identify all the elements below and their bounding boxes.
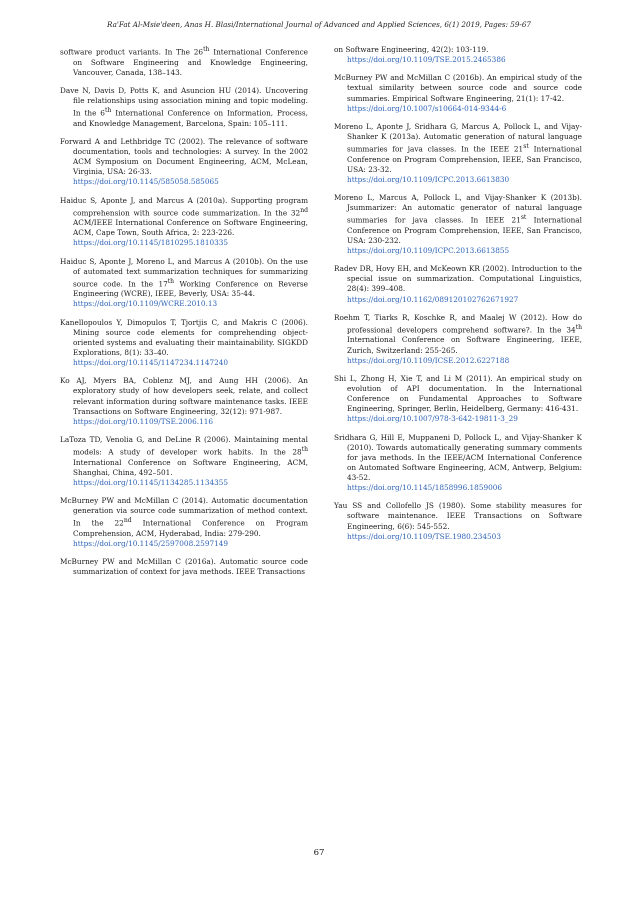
reference-entry-right-1 <box>334 45 582 65</box>
reference-text: Sridhara G, Hill E, Muppaneni D, Pollock L, and Vijay-Shanker K (2010). Towards automatically generating summary comments for java methods. In the IEEE/ACM International Conference on Automated Software Engineering, ACM, Antwerp, Belgium: 43-52. <box>334 432 582 482</box>
reference-entry-right-5 <box>334 264 582 304</box>
doi-link[interactable]: https://doi.org/10.1145/1810295.1810335 <box>73 238 229 248</box>
reference-entry-left-5 <box>60 257 308 310</box>
ordinal-suffix: st <box>520 214 527 222</box>
reference-entry-right-8 <box>334 433 582 494</box>
reference-entry-left-6 <box>60 318 308 368</box>
reference-text: Yau SS and Collofello JS (1980). Some stability measures for software maintenance. IEEE Transactions on Software Engineering, 6(6): 545-552. <box>334 501 582 531</box>
reference-text-continued: International Conference on Software Engineering, ACM, Shanghai, China, 492–501. <box>73 457 308 477</box>
reference-text: Radev DR, Hovy EH, and McKeown KR (2002). Introduction to the special issue on summarization. Computational Linguistics, 28(4): 399–408. <box>334 264 582 294</box>
doi-link[interactable]: https://doi.org/10.1145/2597008.2597149 <box>73 538 229 548</box>
reference-text: Dave N, Davis D, Potts K, and Asuncion HU (2014). Uncovering file relationships using association mining and topic modeling. In the 6 <box>60 85 308 118</box>
reference-text: Haiduc S, Aponte J, Moreno L, and Marcus A (2010b). On the use of automated text summarization techniques for summarizing source code. In the 17 <box>60 256 308 289</box>
page-number: 67 <box>313 848 325 858</box>
reference-text-continued: International Conference on Program Comprehension, ACM, Hyderabad, India: 279-290. <box>73 518 308 538</box>
reference-text: Shi L, Zhong H, Xie T, and Li M (2011). An empirical study on evolution of API documentation. In the International Conference on Fundamental Approaches to Software Engineering, Springer, Berlin, Heidelberg, Germany: 416-431. <box>334 373 582 414</box>
doi-link[interactable]: https://doi.org/10.1162/089120102762671927 <box>347 294 519 304</box>
ordinal-suffix: st <box>523 143 529 151</box>
reference-entry-right-7 <box>334 374 582 424</box>
doi-link[interactable]: https://doi.org/10.1109/ICPC.2013.6613855 <box>347 246 510 255</box>
reference-text-continued: International Conference on Program Comprehension, IEEE, San Francisco, USA: 230-232. <box>347 215 582 245</box>
reference-entry-left-8 <box>60 435 308 488</box>
reference-text: Moreno L, Marcus A, Pollock L, and Vijay-Shanker K (2013b). Jsummarizer: An automatic generator of natural language summaries for java classes. In IEEE 21 <box>334 193 582 225</box>
running-header: Ra'Fat Al-Msie'deen, Anas H. Blasi/International Journal of Advanced and Applied Sciences, 6(1) 2019, Pages: 59-67 <box>107 20 531 29</box>
reference-text: Forward A and Lethbridge TC (2002). The relevance of software documentation, tools and technologies: A survey. In the 2002 ACM Symposium on Document Engineering, ACM, McLean, Virginia, USA: 26-33. <box>60 136 308 177</box>
ordinal-suffix: th <box>167 277 175 285</box>
reference-entry-left-10 <box>60 557 308 577</box>
doi-link[interactable]: https://doi.org/10.1145/1147234.1147240 <box>73 358 229 368</box>
reference-text-continued: International Conference on Software Engineering, IEEE, Zurich, Switzerland: 255-265. <box>347 335 582 355</box>
reference-text: Moreno L, Aponte J, Sridhara G, Marcus A, Pollock L, and Vijay-Shanker K (2013a). Automatic generation of natural language summaries for java classes. In the IEEE 21 <box>334 121 582 154</box>
reference-entry-left-3 <box>60 137 308 187</box>
doi-link[interactable]: https://doi.org/10.1109/ICSE.2012.6227188 <box>347 355 510 365</box>
doi-link[interactable]: https://doi.org/10.1145/1134285.1134355 <box>73 477 229 487</box>
reference-entry-right-4 <box>334 193 582 256</box>
ordinal-suffix: th <box>203 46 210 53</box>
reference-text-continued: International Conference on Program Comprehension, IEEE, San Francisco, USA: 23-32. <box>347 144 582 174</box>
reference-text: Roehm T, Tiarks R, Koschke R, and Maalej W (2012). How do professional developers comprehend software?. In the 34 <box>334 312 582 335</box>
reference-text: Haiduc S, Aponte J, and Marcus A (2010a). Supporting program comprehension with source code summarization. In the 32 <box>60 195 308 218</box>
reference-entry-left-2 <box>60 86 308 129</box>
ordinal-suffix: th <box>575 323 582 331</box>
ordinal-suffix: nd <box>300 206 308 214</box>
reference-entry-right-9 <box>334 501 582 541</box>
reference-text: LaToza TD, Venolia G, and DeLine R (2006). Maintaining mental models: A study of developer work habits. In the 28 <box>60 435 308 457</box>
reference-entry-right-6 <box>334 313 582 366</box>
doi-link[interactable]: https://doi.org/10.1007/s10664-014-9344-6 <box>347 103 507 113</box>
reference-entry-right-3 <box>334 122 582 185</box>
references-left-column <box>60 45 308 586</box>
doi-link[interactable]: https://doi.org/10.1109/WCRE.2010.13 <box>73 299 218 309</box>
reference-text: McBurney PW and McMillan C (2014). Automatic documentation generation via source code summarization of method context. In the 22 <box>60 496 308 528</box>
doi-link[interactable]: https://doi.org/10.1109/TSE.2006.116 <box>73 416 214 426</box>
reference-text-continued: ACM/IEEE International Conference on Software Engineering, ACM, Cape Town, South Africa, 2: 223-226. <box>73 218 308 238</box>
doi-link[interactable]: https://doi.org/10.1109/ICPC.2013.6613830 <box>347 174 510 184</box>
references-right-column <box>334 45 582 550</box>
reference-entry-right-2 <box>334 73 582 113</box>
reference-text: on Software Engineering, 42(2): 103-119. <box>334 45 489 54</box>
reference-text-continued: Working Conference on Reverse Engineering (WCRE), IEEE, Beverly, USA: 35-44. <box>73 279 308 299</box>
reference-entry-left-1 <box>60 45 308 78</box>
reference-text: Kanellopoulos Y, Dimopulos T, Tjortjis C, and Makris C (2006). Mining source code elements for comprehending object-oriented systems and evaluating their maintainability. SIGKDD Explorations, 8(1): 33–40. <box>60 317 308 357</box>
ordinal-suffix: th <box>104 107 112 115</box>
ordinal-suffix: nd <box>123 517 132 525</box>
reference-text-continued: International Conference on Software Engineering and Knowledge Engineering, Vancouver, Canada, 138–143. <box>73 47 308 77</box>
reference-text: McBurney PW and McMillan C (2016b). An empirical study of the textual similarity between source code and source code summaries. Empirical Software Engineering, 21(1): 17-42. <box>334 73 582 103</box>
doi-link[interactable]: https://doi.org/10.1145/1858996.1859006 <box>347 483 503 493</box>
reference-text: software product variants. In The 26 <box>60 47 204 57</box>
doi-link[interactable]: https://doi.org/10.1007/978-3-642-19811-3_29 <box>347 414 518 424</box>
reference-text: McBurney PW and McMillan C (2016a). Automatic source code summarization of context for java methods. IEEE Transactions <box>60 557 308 577</box>
ordinal-suffix: th <box>301 446 308 454</box>
doi-link[interactable]: https://doi.org/10.1109/TSE.1980.234503 <box>347 531 501 541</box>
doi-link[interactable]: https://doi.org/10.1109/TSE.2015.2465386 <box>347 55 506 65</box>
reference-entry-left-7 <box>60 376 308 426</box>
reference-entry-left-4 <box>60 196 308 249</box>
doi-link[interactable]: https://doi.org/10.1145/585058.585065 <box>73 177 219 187</box>
reference-text-continued: International Conference on Information, Process, and Knowledge Management, Barcelona, Spain: 105–111. <box>73 108 308 128</box>
reference-entry-left-9 <box>60 496 308 549</box>
reference-text: Ko AJ, Myers BA, Coblenz MJ, and Aung HH (2006). An exploratory study of how developers seek, relate, and collect relevant information during software maintenance tasks. IEEE Transactions on Software Engineering, 32(12): 971-987. <box>60 376 308 416</box>
